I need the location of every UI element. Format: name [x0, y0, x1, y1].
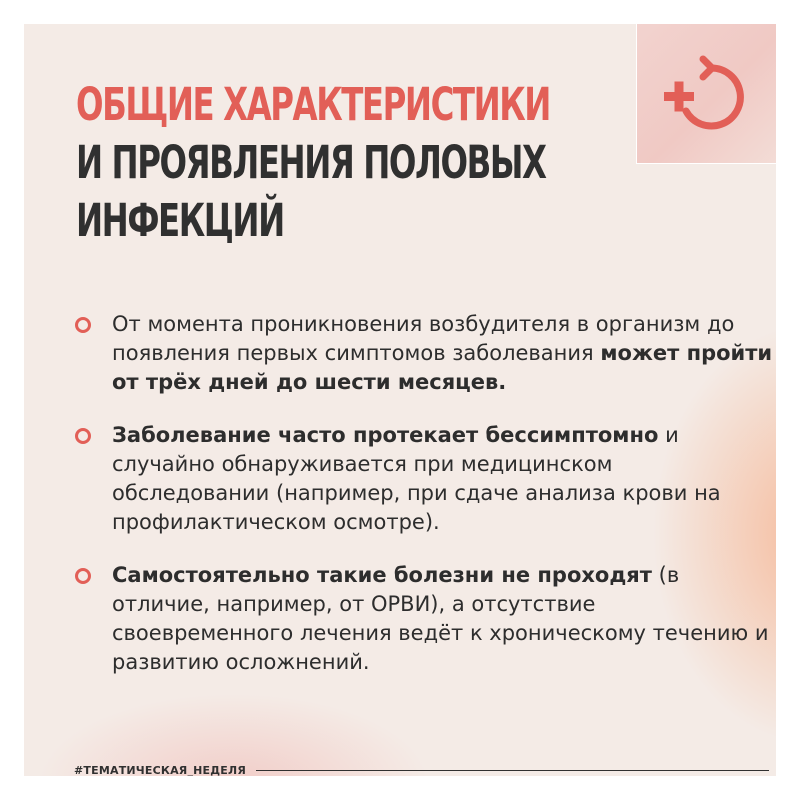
bullet-circle-icon [75, 317, 91, 333]
title-line-2: И ПРОЯВЛЕНИЯ ПОЛОВЫХ [76, 136, 546, 189]
footer [74, 760, 769, 776]
bullet-circle-icon [75, 568, 91, 584]
logo [637, 24, 776, 163]
hashtag: #ТЕМАТИЧЕСКАЯ_НЕДЕЛЯ [74, 763, 246, 776]
item-bold-text: Самостоятельно такие болезни не проходят [112, 563, 652, 587]
plus-circular-arrow-icon [637, 24, 776, 163]
page-title [76, 76, 550, 250]
list-item [74, 561, 774, 677]
item-bold-text: Заболевание часто протекает бессимптомно [112, 423, 659, 447]
list-item [74, 421, 774, 537]
item-bold-text: может пройти от трёх дней до шести месяцев. [112, 341, 773, 394]
item-text-rest: (в отличие, например, от ОРВИ), а отсутствие своевременного лечения ведёт к хроническому течению и развитию осложнений. [112, 563, 769, 674]
footer-divider [256, 770, 769, 771]
bullet-circle-icon [75, 428, 91, 444]
title-line-3: ИНФЕКЦИЙ [76, 194, 284, 247]
item-text: От момента проникновения возбудителя в организм до появления первых симптомов заболевания [112, 312, 735, 365]
list-item [74, 310, 774, 397]
bullet-list [74, 310, 774, 701]
item-text-rest: и случайно обнаруживается при медицинском обследовании (например, при сдаче анализа крови на профилактическом осмотре). [112, 423, 721, 534]
title-line-1: ОБЩИЕ ХАРАКТЕРИСТИКИ [76, 78, 550, 131]
